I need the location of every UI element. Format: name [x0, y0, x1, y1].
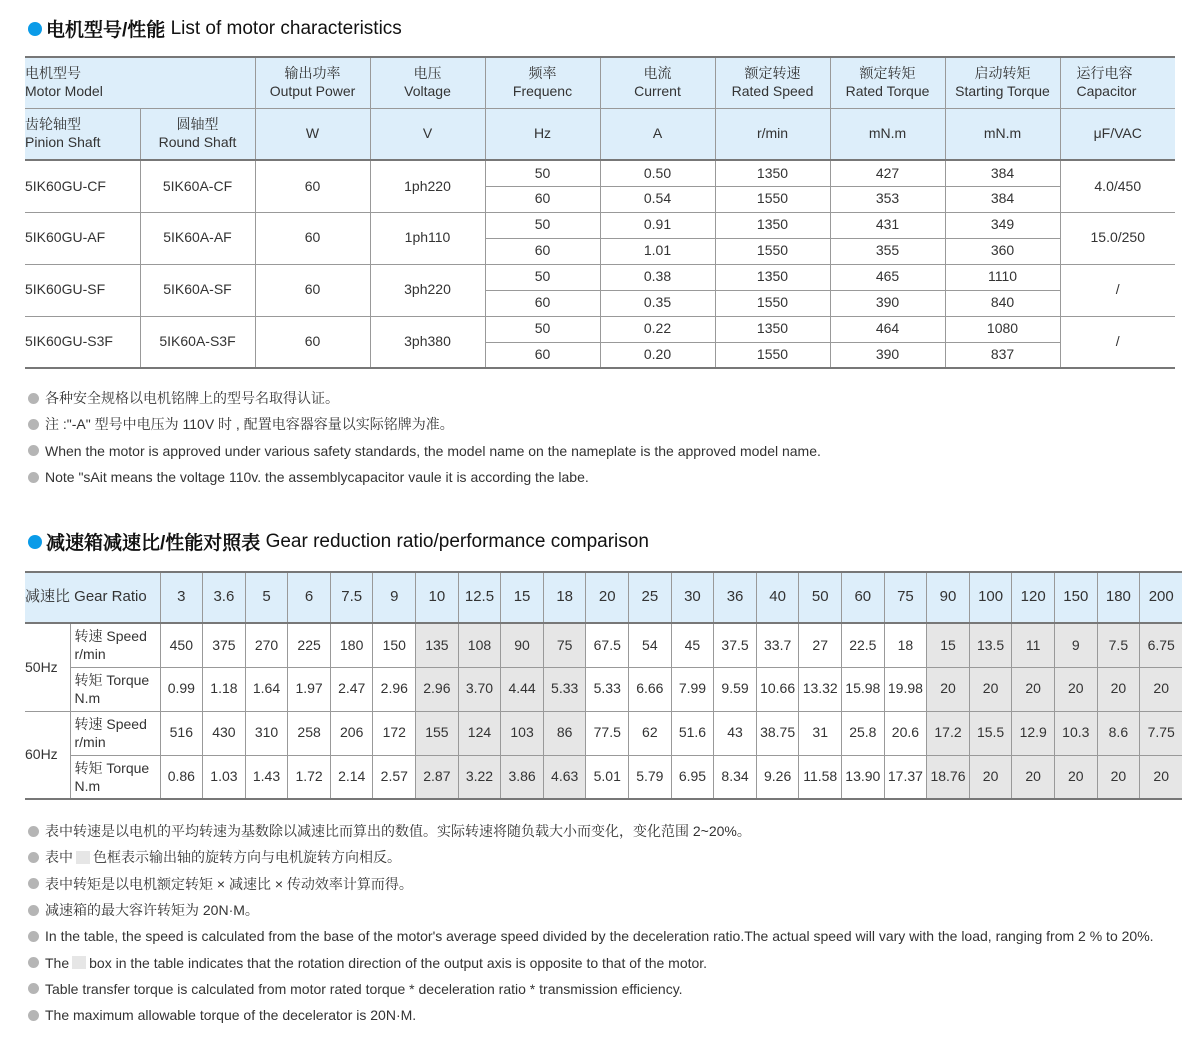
value-cell: 4.44 [501, 667, 544, 711]
pinion-shaft-model: 5IK60GU-AF [25, 212, 140, 264]
value-cell: 11.58 [799, 755, 842, 799]
value-cell: 1.03 [203, 755, 246, 799]
value-cell: 20 [1012, 667, 1055, 711]
output-power: 60 [255, 264, 370, 316]
rated-speed: 1550 [715, 342, 830, 368]
note [28, 844, 1154, 870]
note-text: 色框表示输出轴的旋转方向与电机旋转方向相反。 [93, 849, 401, 866]
value-cell: 54 [629, 623, 672, 667]
value-cell: 20 [1140, 667, 1183, 711]
header-voltage: 电压 Voltage [370, 57, 485, 108]
value-cell: 225 [288, 623, 331, 667]
rated-torque: 431 [830, 212, 945, 238]
value-cell: 77.5 [586, 711, 629, 755]
value-cell: 180 [330, 623, 373, 667]
value-cell: 62 [629, 711, 672, 755]
ratio-header: 6 [288, 572, 331, 623]
value-cell: 31 [799, 711, 842, 755]
unit-torque: mN.m [830, 108, 945, 160]
unit-starting-torque: mN.m [945, 108, 1060, 160]
frequency: 50 [485, 212, 600, 238]
value-cell: 2.87 [416, 755, 459, 799]
value-cell: 2.57 [373, 755, 416, 799]
frequency: 60 [485, 186, 600, 212]
pinion-shaft-model: 5IK60GU-SF [25, 264, 140, 316]
rated-speed: 1550 [715, 290, 830, 316]
current: 0.35 [600, 290, 715, 316]
title-en: List of motor characteristics [170, 17, 402, 39]
note-text: In the table, the speed is calculated from the base of the motor's average speed divided by the deceleration ratio.The actual speed will vary with the load, ranging from 2 % to 20%. [45, 928, 1154, 945]
current: 0.54 [600, 186, 715, 212]
note-text: 各种安全规格以电机铭牌上的型号名取得认证。 [45, 390, 339, 407]
ratio-header: 180 [1097, 572, 1140, 623]
table-row [25, 623, 1182, 667]
note [28, 1002, 1154, 1028]
title-cn: 减速箱减速比/性能对照表 [46, 533, 261, 554]
value-cell: 430 [203, 711, 246, 755]
value-cell: 20 [1012, 755, 1055, 799]
note-text: The maximum allowable torque of the decelerator is 20N·M. [45, 1007, 417, 1024]
frequency: 50 [485, 160, 600, 186]
rated-torque: 465 [830, 264, 945, 290]
starting-torque: 384 [945, 186, 1060, 212]
rated-torque: 464 [830, 316, 945, 342]
value-cell: 1.97 [288, 667, 331, 711]
frequency: 50 [485, 316, 600, 342]
frequency: 60 [485, 342, 600, 368]
value-cell: 20 [1054, 667, 1097, 711]
rated-speed: 1350 [715, 160, 830, 186]
note [28, 438, 821, 464]
round-shaft-model: 5IK60A-CF [140, 160, 255, 212]
value-cell: 20.6 [884, 711, 927, 755]
note [28, 871, 1154, 897]
header-current: 电流 Current [600, 57, 715, 108]
rated-speed: 1350 [715, 264, 830, 290]
table-row [25, 212, 1175, 238]
note [28, 818, 1154, 844]
note-text: 减速箱的最大容许转矩为 20N·M。 [45, 902, 259, 919]
note-text: 注 :"-A" 型号中电压为 110V 时 , 配置电容器容量以实际铭牌为准。 [45, 416, 454, 433]
output-power: 60 [255, 316, 370, 368]
value-cell: 9.26 [756, 755, 799, 799]
value-cell: 20 [927, 667, 970, 711]
bullet-icon [28, 852, 39, 863]
ratio-header: 120 [1012, 572, 1055, 623]
value-cell: 9 [1054, 623, 1097, 667]
capacitor: 15.0/250 [1060, 212, 1175, 264]
value-cell: 6.75 [1140, 623, 1183, 667]
value-cell: 5.01 [586, 755, 629, 799]
rated-speed: 1350 [715, 212, 830, 238]
ratio-header: 25 [629, 572, 672, 623]
value-cell: 0.86 [160, 755, 203, 799]
value-cell: 2.47 [330, 667, 373, 711]
note [28, 976, 1154, 1002]
value-cell: 12.9 [1012, 711, 1055, 755]
value-cell: 18 [884, 623, 927, 667]
ratio-header: 30 [671, 572, 714, 623]
header-model: 电机型号 Motor Model [25, 57, 255, 108]
starting-torque: 837 [945, 342, 1060, 368]
value-cell: 8.6 [1097, 711, 1140, 755]
rated-torque: 427 [830, 160, 945, 186]
gear-notes [28, 818, 1154, 1028]
current: 0.22 [600, 316, 715, 342]
value-cell: 15 [927, 623, 970, 667]
value-cell: 108 [458, 623, 501, 667]
motor-characteristics-table [25, 56, 1175, 369]
voltage: 3ph220 [370, 264, 485, 316]
value-cell: 51.6 [671, 711, 714, 755]
capacitor: / [1060, 316, 1175, 368]
value-cell: 3.86 [501, 755, 544, 799]
current: 0.38 [600, 264, 715, 290]
row-label-name: 转矩 Torque [74, 759, 150, 776]
bullet-icon [28, 445, 39, 456]
output-power: 60 [255, 160, 370, 212]
value-cell: 11 [1012, 623, 1055, 667]
value-cell: 27 [799, 623, 842, 667]
value-cell: 20 [969, 667, 1012, 711]
current: 0.50 [600, 160, 715, 186]
note [28, 411, 821, 437]
header-power: 输出功率 Output Power [255, 57, 370, 108]
row-label-unit: r/min [74, 646, 106, 663]
table-row [25, 711, 1182, 755]
table-row [25, 264, 1175, 290]
ratio-header: 18 [543, 572, 586, 623]
note-text: The [45, 954, 70, 971]
gear-ratio-table [25, 571, 1182, 800]
voltage: 3ph380 [370, 316, 485, 368]
round-shaft-model: 5IK60A-AF [140, 212, 255, 264]
section1-title [28, 15, 402, 42]
value-cell: 7.99 [671, 667, 714, 711]
table-row [25, 755, 1182, 799]
value-cell: 13.5 [969, 623, 1012, 667]
value-cell: 375 [203, 623, 246, 667]
rated-speed: 1550 [715, 186, 830, 212]
ratio-header: 150 [1054, 572, 1097, 623]
note-text: 表中转矩是以电机额定转矩 × 减速比 × 传动效率计算而得。 [45, 875, 413, 892]
row-label [70, 667, 160, 711]
value-cell: 20 [1140, 755, 1183, 799]
value-cell: 2.14 [330, 755, 373, 799]
row-label [70, 755, 160, 799]
unit-frequency: Hz [485, 108, 600, 160]
frequency: 50 [485, 264, 600, 290]
frequency-label: 50Hz [25, 623, 70, 711]
note-text: When the motor is approved under various safety standards, the model name on the nameplate is the approved model name. [45, 442, 821, 459]
starting-torque: 384 [945, 160, 1060, 186]
current: 0.91 [600, 212, 715, 238]
value-cell: 155 [416, 711, 459, 755]
ratio-header: 100 [969, 572, 1012, 623]
note-text: 表中转速是以电机的平均转速为基数除以减速比而算出的数值。实际转速将随负载大小而变化，变化范围 2~20%。 [45, 823, 751, 840]
ratio-header: 7.5 [330, 572, 373, 623]
bullet-icon [28, 22, 42, 36]
note [28, 464, 821, 490]
value-cell: 67.5 [586, 623, 629, 667]
value-cell: 15.98 [842, 667, 885, 711]
voltage: 1ph110 [370, 212, 485, 264]
rated-torque: 355 [830, 238, 945, 264]
unit-speed: r/min [715, 108, 830, 160]
bullet-icon [28, 472, 39, 483]
round-shaft-model: 5IK60A-S3F [140, 316, 255, 368]
value-cell: 10.3 [1054, 711, 1097, 755]
starting-torque: 1110 [945, 264, 1060, 290]
value-cell: 15.5 [969, 711, 1012, 755]
header-round: 圆轴型 Round Shaft [140, 108, 255, 160]
ratio-header: 3.6 [203, 572, 246, 623]
ratio-header: 5 [245, 572, 288, 623]
value-cell: 6.66 [629, 667, 672, 711]
bullet-icon [28, 1010, 39, 1021]
current: 1.01 [600, 238, 715, 264]
header-capacitor: 运行电容 Capacitor [1060, 57, 1175, 108]
value-cell: 20 [1097, 755, 1140, 799]
value-cell: 38.75 [756, 711, 799, 755]
value-cell: 37.5 [714, 623, 757, 667]
table-row [25, 667, 1182, 711]
row-label-name: 转速 Speed [74, 715, 147, 732]
bullet-icon [28, 878, 39, 889]
value-cell: 2.96 [416, 667, 459, 711]
row-label-unit: N.m [74, 777, 101, 794]
unit-capacitor: μF/VAC [1060, 108, 1175, 160]
value-cell: 7.5 [1097, 623, 1140, 667]
note-text: Table transfer torque is calculated from motor rated torque * deceleration ratio * transmission efficiency. [45, 980, 683, 997]
value-cell: 20 [969, 755, 1012, 799]
note [28, 949, 1154, 975]
value-cell: 17.2 [927, 711, 970, 755]
bullet-icon [28, 931, 39, 942]
value-cell: 17.37 [884, 755, 927, 799]
value-cell: 8.34 [714, 755, 757, 799]
table-row [25, 316, 1175, 342]
frequency: 60 [485, 238, 600, 264]
unit-current: A [600, 108, 715, 160]
ratio-header: 90 [927, 572, 970, 623]
bullet-icon [28, 826, 39, 837]
ratio-header: 36 [714, 572, 757, 623]
ratio-header: 200 [1140, 572, 1183, 623]
bullet-icon [28, 957, 39, 968]
bullet-icon [28, 393, 39, 404]
note-text: Note "sAit means the voltage 110v. the assemblycapacitor vaule it is according the labe. [45, 469, 589, 486]
row-label-unit: N.m [74, 690, 101, 706]
note [28, 385, 821, 411]
value-cell: 5.79 [629, 755, 672, 799]
value-cell: 5.33 [543, 667, 586, 711]
rated-speed: 1550 [715, 238, 830, 264]
value-cell: 450 [160, 623, 203, 667]
row-label [70, 623, 160, 667]
unit-row [25, 108, 1175, 160]
value-cell: 270 [245, 623, 288, 667]
ratio-header: 60 [842, 572, 885, 623]
ratio-header: 15 [501, 572, 544, 623]
pinion-shaft-model: 5IK60GU-S3F [25, 316, 140, 368]
ratio-header: 20 [586, 572, 629, 623]
frequency-label: 60Hz [25, 711, 70, 799]
starting-torque: 840 [945, 290, 1060, 316]
header-row [25, 57, 1175, 108]
motor-notes [28, 385, 821, 490]
starting-torque: 360 [945, 238, 1060, 264]
value-cell: 43 [714, 711, 757, 755]
unit-voltage: V [370, 108, 485, 160]
value-cell: 1.64 [245, 667, 288, 711]
note [28, 897, 1154, 923]
ratio-header: 10 [416, 572, 459, 623]
value-cell: 18.76 [927, 755, 970, 799]
value-cell: 1.43 [245, 755, 288, 799]
bullet-icon [28, 535, 42, 549]
title-en: Gear reduction ratio/performance comparison [265, 530, 649, 552]
bullet-icon [28, 419, 39, 430]
row-label [70, 711, 160, 755]
note-text: 表中 [45, 849, 73, 866]
value-cell: 33.7 [756, 623, 799, 667]
shaded-box-swatch [72, 956, 86, 969]
frequency: 60 [485, 290, 600, 316]
output-power: 60 [255, 212, 370, 264]
row-label-name: 转速 Speed [74, 628, 147, 645]
ratio-header: 50 [799, 572, 842, 623]
rated-torque: 353 [830, 186, 945, 212]
shaded-box-swatch [76, 851, 90, 864]
note-text: box in the table indicates that the rotation direction of the output axis is opposite to that of the motor. [89, 954, 708, 971]
value-cell: 86 [543, 711, 586, 755]
rated-torque: 390 [830, 290, 945, 316]
value-cell: 206 [330, 711, 373, 755]
title-cn: 电机型号/性能 [46, 20, 166, 41]
round-shaft-model: 5IK60A-SF [140, 264, 255, 316]
value-cell: 13.32 [799, 667, 842, 711]
value-cell: 75 [543, 623, 586, 667]
value-cell: 1.18 [203, 667, 246, 711]
note [28, 923, 1154, 949]
value-cell: 103 [501, 711, 544, 755]
value-cell: 124 [458, 711, 501, 755]
header-speed: 额定转速 Rated Speed [715, 57, 830, 108]
header-frequency: 频率 Frequenc [485, 57, 600, 108]
ratio-header: 75 [884, 572, 927, 623]
value-cell: 45 [671, 623, 714, 667]
value-cell: 4.63 [543, 755, 586, 799]
value-cell: 19.98 [884, 667, 927, 711]
ratio-header-row [25, 572, 1182, 623]
section2-title [28, 528, 649, 555]
ratio-header: 3 [160, 572, 203, 623]
value-cell: 10.66 [756, 667, 799, 711]
value-cell: 135 [416, 623, 459, 667]
capacitor: 4.0/450 [1060, 160, 1175, 212]
value-cell: 310 [245, 711, 288, 755]
ratio-header: 9 [373, 572, 416, 623]
current: 0.20 [600, 342, 715, 368]
value-cell: 90 [501, 623, 544, 667]
value-cell: 6.95 [671, 755, 714, 799]
voltage: 1ph220 [370, 160, 485, 212]
value-cell: 2.96 [373, 667, 416, 711]
header-pinion: 齿轮轴型 Pinion Shaft [25, 108, 140, 160]
ratio-header: 12.5 [458, 572, 501, 623]
value-cell: 5.33 [586, 667, 629, 711]
value-cell: 0.99 [160, 667, 203, 711]
value-cell: 7.75 [1140, 711, 1183, 755]
value-cell: 20 [1097, 667, 1140, 711]
value-cell: 3.22 [458, 755, 501, 799]
value-cell: 150 [373, 623, 416, 667]
value-cell: 22.5 [842, 623, 885, 667]
value-cell: 258 [288, 711, 331, 755]
rated-torque: 390 [830, 342, 945, 368]
row-label-unit: r/min [74, 734, 106, 750]
value-cell: 13.90 [842, 755, 885, 799]
value-cell: 20 [1054, 755, 1097, 799]
header-starting-torque: 启动转矩 Starting Torque [945, 57, 1060, 108]
gear-ratio-label: 减速比 Gear Ratio [25, 572, 160, 623]
unit-power: W [255, 108, 370, 160]
value-cell: 516 [160, 711, 203, 755]
rated-speed: 1350 [715, 316, 830, 342]
table-row [25, 160, 1175, 186]
capacitor: / [1060, 264, 1175, 316]
value-cell: 172 [373, 711, 416, 755]
row-label-name: 转矩 Torque [74, 671, 150, 688]
bullet-icon [28, 983, 39, 994]
header-torque: 额定转矩 Rated Torque [830, 57, 945, 108]
value-cell: 25.8 [842, 711, 885, 755]
ratio-header: 40 [756, 572, 799, 623]
starting-torque: 1080 [945, 316, 1060, 342]
pinion-shaft-model: 5IK60GU-CF [25, 160, 140, 212]
bullet-icon [28, 905, 39, 916]
value-cell: 3.70 [458, 667, 501, 711]
value-cell: 9.59 [714, 667, 757, 711]
starting-torque: 349 [945, 212, 1060, 238]
value-cell: 1.72 [288, 755, 331, 799]
